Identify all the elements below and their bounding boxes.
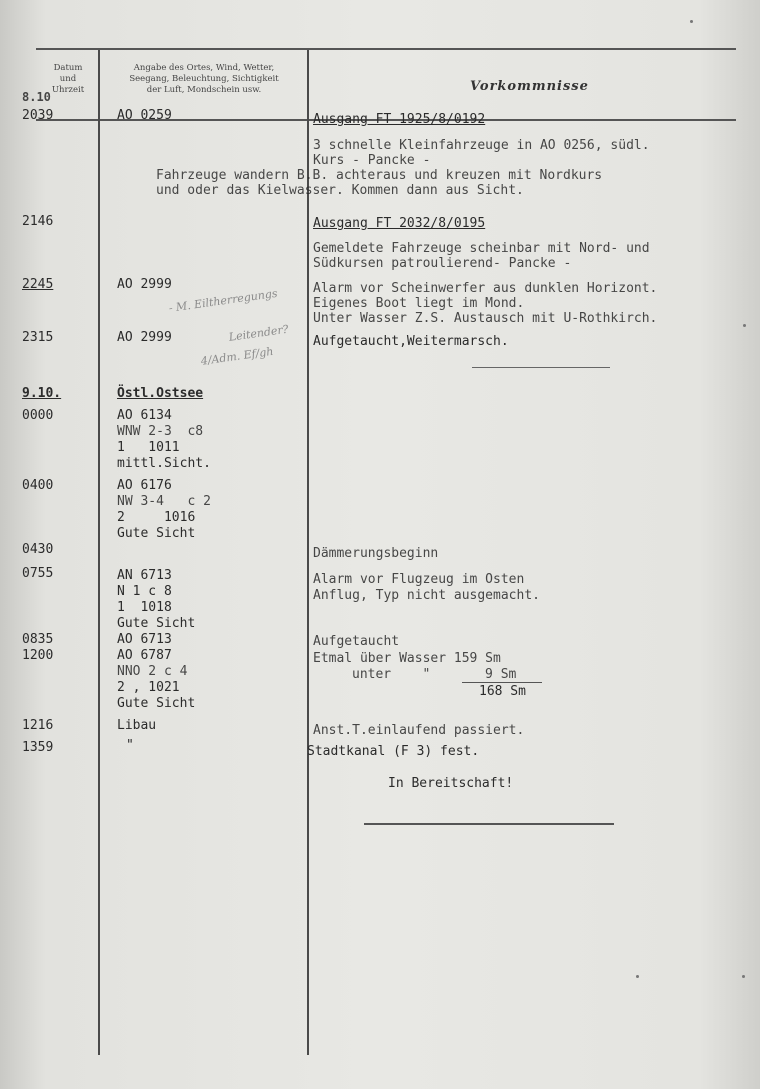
place-r9-4: Gute Sicht — [117, 526, 196, 541]
event-r13-line2: unter " 9 Sm — [352, 667, 517, 682]
paper-speck — [690, 20, 693, 23]
place-r13-4: Gute Sicht — [117, 696, 196, 711]
place-r7: Östl.Ostsee — [117, 386, 204, 401]
place-r9-3: 2 1016 — [117, 510, 196, 525]
place-r13-3: 2 , 1021 — [117, 680, 180, 695]
event-r10: Dämmerungsbeginn — [313, 546, 439, 561]
time-1216: 1216 — [22, 718, 54, 733]
place-r14: Libau — [117, 718, 157, 733]
event-r13-total: 168 Sm — [479, 684, 526, 699]
event-r5-line1: Alarm vor Scheinwerfer aus dunklen Horizont. — [313, 281, 658, 296]
place-r8-2: WNW 2-3 c8 — [117, 424, 204, 439]
closing-remark: In Bereitschaft! — [388, 776, 514, 791]
event-r13-line1: Etmal über Wasser 159 Sm — [313, 651, 501, 666]
pencil-note-1: - M. Eiltherregungs — [168, 286, 279, 315]
span-r2-line1: Fahrzeuge wandern B.B. achteraus und kreuzen mit Nordkurs — [156, 168, 603, 183]
place-r12: AO 6713 — [117, 632, 172, 647]
column-divider-2 — [307, 50, 309, 1055]
event-r11-line2: Anflug, Typ nicht ausgemacht. — [313, 588, 540, 603]
time-1200: 1200 — [22, 648, 54, 663]
time-2315: 2315 — [22, 330, 54, 345]
event-r2-line2: Kurs - Pancke - — [313, 153, 431, 168]
place-r8-3: 1 1011 — [117, 440, 180, 455]
event-r3: Ausgang FT 2032/8/0195 — [313, 216, 486, 231]
header-col2: Angabe des Ortes, Wind, Wetter, Seegang, Beleuchtung, Sichtigkeit der Luft, Mondschein usw. — [129, 63, 279, 95]
place-r9-2: NW 3-4 c 2 — [117, 494, 211, 509]
sum-rule — [462, 682, 542, 683]
event-r5-line3: Unter Wasser Z.S. Austausch mit U-Rothkirch. — [313, 311, 658, 326]
event-r5-line2: Eigenes Boot liegt im Mond. — [313, 296, 525, 311]
event-r14: Anst.T.einlaufend passiert. — [313, 723, 525, 738]
span-r2-line2: und oder das Kielwasser. Kommen dann aus Sicht. — [156, 183, 524, 198]
header-date-overlay: 8.10 — [22, 90, 51, 104]
place-r11-4: Gute Sicht — [117, 616, 196, 631]
top-rule — [36, 48, 736, 50]
closing-rule — [364, 823, 614, 825]
place-r6: AO 2999 — [117, 330, 172, 345]
place-r13-2: NNO 2 c 4 — [117, 664, 188, 679]
event-r2-line1: 3 schnelle Kleinfahrzeuge in AO 0256, südl. — [313, 138, 650, 153]
time-0400: 0400 — [22, 478, 54, 493]
column-divider-1 — [98, 50, 100, 1055]
place-r11-3: 1 1018 — [117, 600, 172, 615]
date-9-10: 9.10. — [22, 386, 62, 401]
event-r4-line1: Gemeldete Fahrzeuge scheinbar mit Nord- und — [313, 241, 650, 256]
event-r6: Aufgetaucht,Weitermarsch. — [313, 334, 509, 349]
short-rule-1 — [472, 367, 610, 368]
time-0430: 0430 — [22, 542, 54, 557]
place-r15: " — [126, 738, 134, 753]
time-2146: 2146 — [22, 214, 54, 229]
header-col1: Datum und Uhrzeit — [51, 63, 85, 95]
place-r1: AO 0259 — [117, 108, 172, 123]
time-2039: 2039 — [22, 108, 54, 123]
time-0755: 0755 — [22, 566, 54, 581]
pencil-note-2: Leitender? — [228, 322, 290, 344]
paper-speck — [743, 324, 746, 327]
place-r13-1: AO 6787 — [117, 648, 172, 663]
time-1359: 1359 — [22, 740, 54, 755]
event-r11-line1: Alarm vor Flugzeug im Osten — [313, 572, 525, 587]
place-r8-4: mittl.Sicht. — [117, 456, 211, 471]
time-0000: 0000 — [22, 408, 54, 423]
place-r11-2: N 1 c 8 — [117, 584, 172, 599]
place-r9-1: AO 6176 — [117, 478, 172, 493]
event-r4-line2: Südkursen patroulierend- Pancke - — [313, 256, 572, 271]
paper-speck — [636, 975, 639, 978]
event-r15: Stadtkanal (F 3) fest. — [307, 744, 480, 759]
paper-speck — [742, 975, 745, 978]
time-2245: 2245 — [22, 277, 54, 292]
header-col3: Vorkommnisse — [470, 79, 589, 94]
event-r12: Aufgetaucht — [313, 634, 400, 649]
pencil-note-3: 4/Adm. Ef/gh — [200, 344, 275, 368]
place-r11-1: AN 6713 — [117, 568, 172, 583]
place-r8-1: AO 6134 — [117, 408, 172, 423]
place-r5: AO 2999 — [117, 277, 172, 292]
time-0835: 0835 — [22, 632, 54, 647]
event-r1: Ausgang FT 1925/8/0192 — [313, 112, 486, 127]
